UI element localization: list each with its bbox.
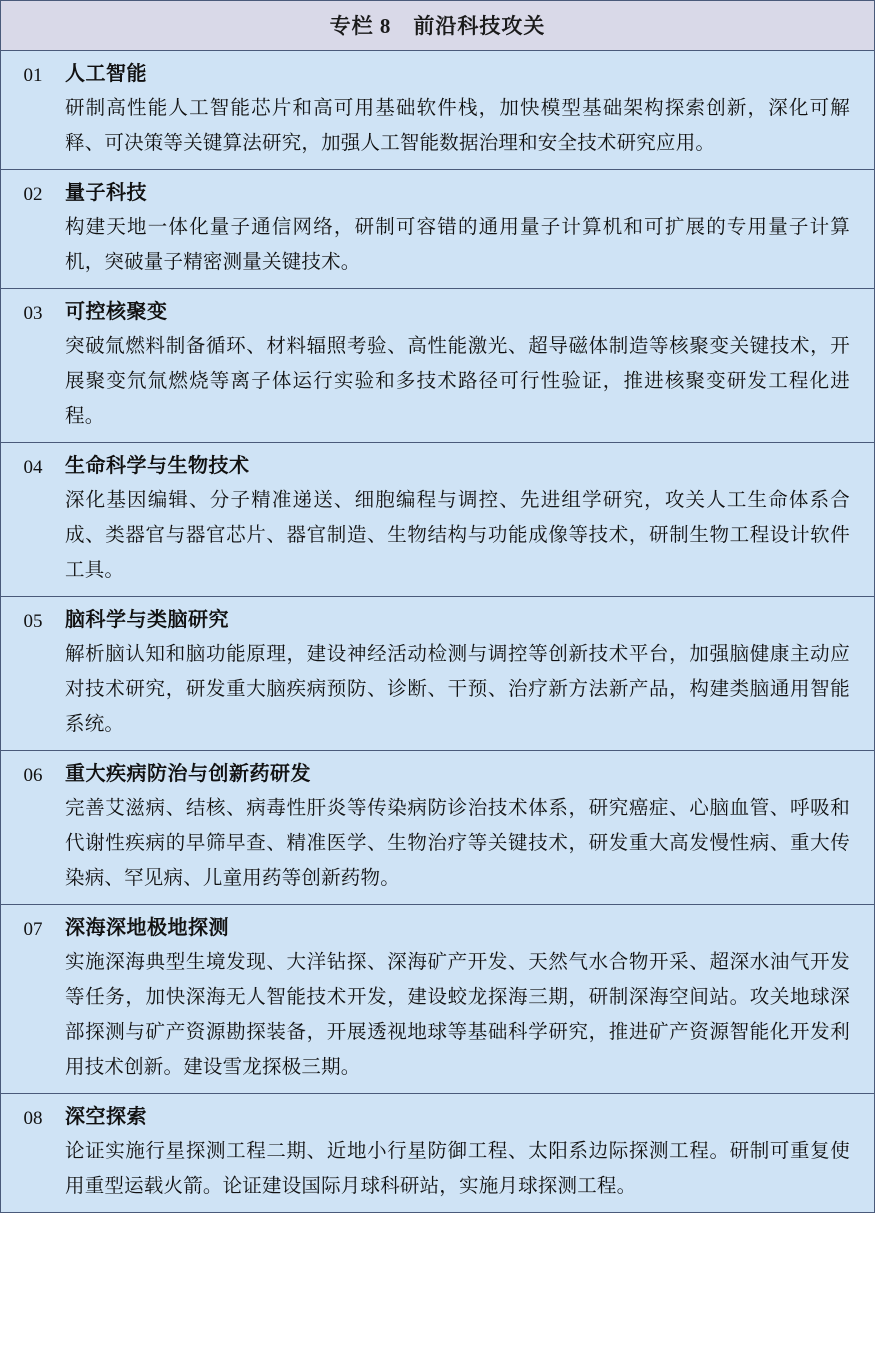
- table-row: [1, 597, 874, 751]
- row-heading: 人工智能: [65, 63, 147, 85]
- table-row: [1, 751, 874, 905]
- row-body: [65, 176, 874, 280]
- row-body: [65, 57, 874, 161]
- row-number: 05: [23, 611, 43, 632]
- row-number: 07: [23, 919, 43, 940]
- table-row: [1, 443, 874, 597]
- row-number: 04: [23, 457, 43, 478]
- row-number: 01: [23, 65, 43, 86]
- row-number: 03: [23, 303, 43, 324]
- row-body: [65, 603, 874, 742]
- row-heading: 生命科学与生物技术: [65, 455, 250, 477]
- row-heading: 可控核聚变: [65, 301, 168, 323]
- panel-heading: 前沿科技攻关: [413, 14, 546, 38]
- table-row: [1, 51, 874, 170]
- row-body: [65, 449, 874, 588]
- row-number: 02: [23, 184, 43, 205]
- row-heading: 量子科技: [65, 182, 147, 204]
- table-row: [1, 289, 874, 443]
- row-heading: 脑科学与类脑研究: [65, 609, 229, 631]
- row-number: 08: [23, 1108, 43, 1129]
- table-row: [1, 170, 874, 289]
- row-body: [65, 1100, 874, 1204]
- row-heading: 重大疾病防治与创新药研发: [65, 763, 311, 785]
- row-body: [65, 295, 874, 434]
- row-heading: 深空探索: [65, 1106, 147, 1128]
- row-body: [65, 757, 874, 896]
- row-text: 解析脑认知和脑功能原理，建设神经活动检测与调控等创新技术平台，加强脑健康主动应对技术研究，研发重大脑疾病预防、诊断、干预、治疗新方法新产品，构建类脑通用智能系统。: [65, 644, 850, 735]
- row-text: 完善艾滋病、结核、病毒性肝炎等传染病防诊治技术体系，研究癌症、心脑血管、呼吸和代谢性疾病的早筛早查、精准医学、生物治疗等关键技术，研发重大高发慢性病、重大传染病、罕见病、儿童用药等创新药物。: [65, 798, 850, 889]
- panel-label: 专栏 8: [329, 14, 392, 38]
- row-text: 深化基因编辑、分子精准递送、细胞编程与调控、先进组学研究，攻关人工生命体系合成、类器官与器官芯片、器官制造、生物结构与功能成像等技术，研制生物工程设计软件工具。: [65, 490, 850, 581]
- row-number: 06: [23, 765, 43, 786]
- row-text: 实施深海典型生境发现、大洋钻探、深海矿产开发、天然气水合物开采、超深水油气开发等任务，加快深海无人智能技术开发，建设蛟龙探海三期，研制深海空间站。攻关地球深部探测与矿产资源勘探装备，开展透视地球等基础科学研究，推进矿产资源智能化开发利用技术创新。建设雪龙探极三期。: [65, 952, 850, 1078]
- row-body: [65, 911, 874, 1085]
- row-text: 研制高性能人工智能芯片和高可用基础软件栈，加快模型基础架构探索创新，深化可解释、可决策等关键算法研究，加强人工智能数据治理和安全技术研究应用。: [65, 98, 850, 154]
- table-row: [1, 905, 874, 1094]
- table-row: [1, 1094, 874, 1212]
- panel-title: [1, 1, 874, 51]
- row-text: 构建天地一体化量子通信网络，研制可容错的通用量子计算机和可扩展的专用量子计算机，突破量子精密测量关键技术。: [65, 217, 850, 273]
- row-text: 论证实施行星探测工程二期、近地小行星防御工程、太阳系边际探测工程。研制可重复使用重型运载火箭。论证建设国际月球科研站，实施月球探测工程。: [65, 1141, 850, 1197]
- row-heading: 深海深地极地探测: [65, 917, 229, 939]
- row-text: 突破氚燃料制备循环、材料辐照考验、高性能激光、超导磁体制造等核聚变关键技术，开展聚变氘氚燃烧等离子体运行实验和多技术路径可行性验证，推进核聚变研发工程化进程。: [65, 336, 850, 427]
